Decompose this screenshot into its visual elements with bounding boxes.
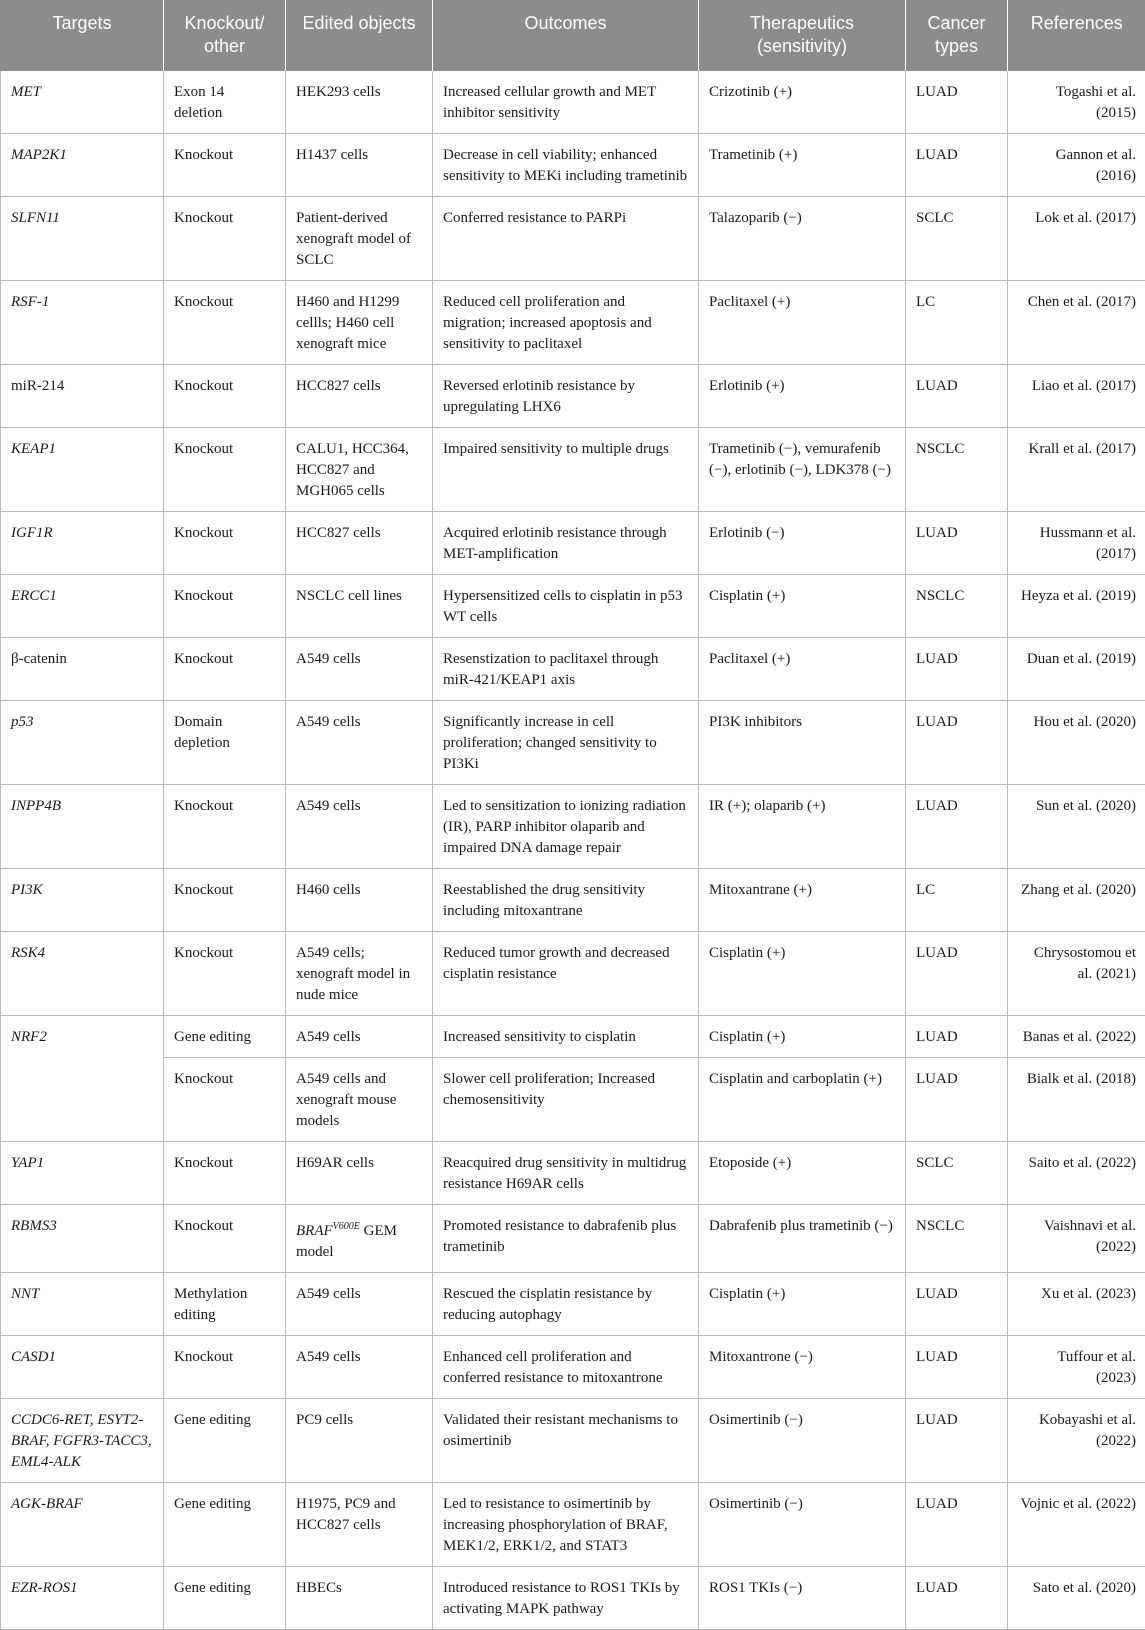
table-row bbox=[1, 575, 1145, 638]
cell-cancer: LUAD bbox=[906, 638, 1008, 701]
header-references: References bbox=[1008, 0, 1145, 71]
cell-outcome: Introduced resistance to ROS1 TKIs by activating MAPK pathway bbox=[433, 1567, 699, 1630]
cell-therapeutics: Etoposide (+) bbox=[699, 1142, 906, 1205]
cell-outcome: Promoted resistance to dabrafenib plus trametinib bbox=[433, 1205, 699, 1273]
cell-therapeutics: Erlotinib (−) bbox=[699, 512, 906, 575]
cell-method: Methylation editing bbox=[164, 1273, 286, 1336]
cell-cancer: LC bbox=[906, 869, 1008, 932]
cell-target: KEAP1 bbox=[1, 428, 164, 512]
cell-objects: H1437 cells bbox=[286, 134, 433, 197]
cell-reference: Vaishnavi et al. (2022) bbox=[1008, 1205, 1145, 1273]
cell-cancer: LUAD bbox=[906, 785, 1008, 869]
table-body bbox=[1, 71, 1145, 1630]
table-row bbox=[1, 932, 1145, 1016]
cell-target: CASD1 bbox=[1, 1336, 164, 1399]
cell-therapeutics: Cisplatin and carboplatin (+) bbox=[699, 1058, 906, 1142]
cell-reference: Chrysostomou et al. (2021) bbox=[1008, 932, 1145, 1016]
cell-therapeutics: Paclitaxel (+) bbox=[699, 638, 906, 701]
cell-cancer: LUAD bbox=[906, 512, 1008, 575]
cell-outcome: Validated their resistant mechanisms to osimertinib bbox=[433, 1399, 699, 1483]
cell-cancer: LUAD bbox=[906, 134, 1008, 197]
cell-method: Knockout bbox=[164, 1336, 286, 1399]
cell-target: RBMS3 bbox=[1, 1205, 164, 1273]
cell-therapeutics: Dabrafenib plus trametinib (−) bbox=[699, 1205, 906, 1273]
model-text: GEM model bbox=[296, 1223, 397, 1260]
cell-method: Gene editing bbox=[164, 1016, 286, 1058]
cell-therapeutics: Erlotinib (+) bbox=[699, 365, 906, 428]
cell-cancer: LUAD bbox=[906, 365, 1008, 428]
table-row bbox=[1, 1399, 1145, 1483]
cell-objects: A549 cells bbox=[286, 1336, 433, 1399]
header-therapeutics: Therapeutics (sensitivity) bbox=[699, 0, 906, 71]
table-row bbox=[1, 1016, 1145, 1058]
cell-method: Knockout bbox=[164, 785, 286, 869]
cell-reference: Hou et al. (2020) bbox=[1008, 701, 1145, 785]
cell-reference: Vojnic et al. (2022) bbox=[1008, 1483, 1145, 1567]
cell-outcome: Hypersensitized cells to cisplatin in p53 WT cells bbox=[433, 575, 699, 638]
cell-cancer: LUAD bbox=[906, 1399, 1008, 1483]
cell-target: IGF1R bbox=[1, 512, 164, 575]
cell-objects: A549 cells and xenograft mouse models bbox=[286, 1058, 433, 1142]
cell-reference: Togashi et al. (2015) bbox=[1008, 71, 1145, 134]
table-row bbox=[1, 71, 1145, 134]
table-row bbox=[1, 785, 1145, 869]
cell-objects: NSCLC cell lines bbox=[286, 575, 433, 638]
cell-reference: Lok et al. (2017) bbox=[1008, 197, 1145, 281]
cell-objects: H69AR cells bbox=[286, 1142, 433, 1205]
mutation-superscript: V600E bbox=[333, 1221, 360, 1232]
cell-objects: H460 cells bbox=[286, 869, 433, 932]
header-cancer-types: Cancer types bbox=[906, 0, 1008, 71]
cell-cancer: NSCLC bbox=[906, 428, 1008, 512]
cell-cancer: NSCLC bbox=[906, 1205, 1008, 1273]
cell-target: p53 bbox=[1, 701, 164, 785]
cell-objects: HCC827 cells bbox=[286, 365, 433, 428]
cell-outcome: Resenstization to paclitaxel through miR-421/KEAP1 axis bbox=[433, 638, 699, 701]
cell-reference: Gannon et al. (2016) bbox=[1008, 134, 1145, 197]
cell-cancer: LUAD bbox=[906, 932, 1008, 1016]
cell-target: miR-214 bbox=[1, 365, 164, 428]
cell-method: Knockout bbox=[164, 197, 286, 281]
table-row bbox=[1, 428, 1145, 512]
cell-objects: Patient-derived xenograft model of SCLC bbox=[286, 197, 433, 281]
cell-therapeutics: ROS1 TKIs (−) bbox=[699, 1567, 906, 1630]
cell-outcome: Reversed erlotinib resistance by upregulating LHX6 bbox=[433, 365, 699, 428]
cell-therapeutics: Cisplatin (+) bbox=[699, 1273, 906, 1336]
header-knockout-other: Knockout/ other bbox=[164, 0, 286, 71]
table-row bbox=[1, 1205, 1145, 1273]
cell-cancer: LUAD bbox=[906, 1567, 1008, 1630]
table-row bbox=[1, 1336, 1145, 1399]
cell-therapeutics: Trametinib (−), vemurafenib (−), erlotinib (−), LDK378 (−) bbox=[699, 428, 906, 512]
cell-target: ERCC1 bbox=[1, 575, 164, 638]
cell-reference: Hussmann et al. (2017) bbox=[1008, 512, 1145, 575]
cell-objects: CALU1, HCC364, HCC827 and MGH065 cells bbox=[286, 428, 433, 512]
cell-target bbox=[1, 1058, 164, 1142]
cell-outcome: Acquired erlotinib resistance through MET-amplification bbox=[433, 512, 699, 575]
cell-target: MET bbox=[1, 71, 164, 134]
table-row bbox=[1, 1142, 1145, 1205]
cell-method: Knockout bbox=[164, 638, 286, 701]
table-header bbox=[1, 0, 1145, 71]
cell-method: Knockout bbox=[164, 1142, 286, 1205]
cell-therapeutics: Cisplatin (+) bbox=[699, 932, 906, 1016]
cell-objects: PC9 cells bbox=[286, 1399, 433, 1483]
cell-method: Domain depletion bbox=[164, 701, 286, 785]
cell-objects: H460 and H1299 cellls; H460 cell xenograft mice bbox=[286, 281, 433, 365]
cell-therapeutics: Cisplatin (+) bbox=[699, 1016, 906, 1058]
cell-reference: Saito et al. (2022) bbox=[1008, 1142, 1145, 1205]
cell-reference: Banas et al. (2022) bbox=[1008, 1016, 1145, 1058]
cell-objects: A549 cells bbox=[286, 701, 433, 785]
cell-target: β-catenin bbox=[1, 638, 164, 701]
cell-reference: Kobayashi et al. (2022) bbox=[1008, 1399, 1145, 1483]
cell-target: RSF-1 bbox=[1, 281, 164, 365]
cell-objects: HCC827 cells bbox=[286, 512, 433, 575]
table-row bbox=[1, 1273, 1145, 1336]
header-targets: Targets bbox=[1, 0, 164, 71]
cell-method: Knockout bbox=[164, 512, 286, 575]
cell-therapeutics: Osimertinib (−) bbox=[699, 1483, 906, 1567]
cell-reference: Liao et al. (2017) bbox=[1008, 365, 1145, 428]
table-row bbox=[1, 365, 1145, 428]
cell-target: YAP1 bbox=[1, 1142, 164, 1205]
cell-objects: A549 cells bbox=[286, 638, 433, 701]
cell-therapeutics: IR (+); olaparib (+) bbox=[699, 785, 906, 869]
cell-cancer: LUAD bbox=[906, 1273, 1008, 1336]
cell-method: Knockout bbox=[164, 575, 286, 638]
cell-reference: Zhang et al. (2020) bbox=[1008, 869, 1145, 932]
cell-therapeutics: Cisplatin (+) bbox=[699, 575, 906, 638]
cell-objects: A549 cells bbox=[286, 785, 433, 869]
cell-cancer: NSCLC bbox=[906, 575, 1008, 638]
table-row bbox=[1, 701, 1145, 785]
cell-reference: Xu et al. (2023) bbox=[1008, 1273, 1145, 1336]
cell-therapeutics: Mitoxantrane (+) bbox=[699, 869, 906, 932]
table-row bbox=[1, 1058, 1145, 1142]
cell-cancer: LUAD bbox=[906, 1058, 1008, 1142]
cell-reference: Sun et al. (2020) bbox=[1008, 785, 1145, 869]
cell-outcome: Significantly increase in cell proliferation; changed sensitivity to PI3Ki bbox=[433, 701, 699, 785]
cell-reference: Bialk et al. (2018) bbox=[1008, 1058, 1145, 1142]
cell-therapeutics: Mitoxantrone (−) bbox=[699, 1336, 906, 1399]
cell-method: Knockout bbox=[164, 365, 286, 428]
cell-objects bbox=[286, 1205, 433, 1273]
cell-outcome: Increased cellular growth and MET inhibitor sensitivity bbox=[433, 71, 699, 134]
cell-cancer: LC bbox=[906, 281, 1008, 365]
gene-name: BRAF bbox=[296, 1223, 333, 1239]
cell-outcome: Reduced tumor growth and decreased cisplatin resistance bbox=[433, 932, 699, 1016]
table-row bbox=[1, 1483, 1145, 1567]
cell-cancer: SCLC bbox=[906, 197, 1008, 281]
cell-target: SLFN11 bbox=[1, 197, 164, 281]
cell-method: Knockout bbox=[164, 281, 286, 365]
cell-objects: HEK293 cells bbox=[286, 71, 433, 134]
cell-therapeutics: Talazoparib (−) bbox=[699, 197, 906, 281]
cell-reference: Krall et al. (2017) bbox=[1008, 428, 1145, 512]
cell-outcome: Reacquired drug sensitivity in multidrug resistance H69AR cells bbox=[433, 1142, 699, 1205]
cell-cancer: LUAD bbox=[906, 701, 1008, 785]
cell-outcome: Rescued the cisplatin resistance by reducing autophagy bbox=[433, 1273, 699, 1336]
table-row bbox=[1, 134, 1145, 197]
cell-therapeutics: Paclitaxel (+) bbox=[699, 281, 906, 365]
cell-target: RSK4 bbox=[1, 932, 164, 1016]
cell-outcome: Increased sensitivity to cisplatin bbox=[433, 1016, 699, 1058]
cell-method: Knockout bbox=[164, 428, 286, 512]
cell-outcome: Led to resistance to osimertinib by increasing phosphorylation of BRAF, MEK1/2, ERK1/2, and STAT3 bbox=[433, 1483, 699, 1567]
cell-objects: HBECs bbox=[286, 1567, 433, 1630]
cell-method: Gene editing bbox=[164, 1567, 286, 1630]
cell-therapeutics: Crizotinib (+) bbox=[699, 71, 906, 134]
cell-therapeutics: Osimertinib (−) bbox=[699, 1399, 906, 1483]
table-row bbox=[1, 281, 1145, 365]
cell-objects: A549 cells bbox=[286, 1273, 433, 1336]
cell-target: MAP2K1 bbox=[1, 134, 164, 197]
cell-therapeutics: Trametinib (+) bbox=[699, 134, 906, 197]
cell-cancer: LUAD bbox=[906, 1483, 1008, 1567]
cell-target: NNT bbox=[1, 1273, 164, 1336]
cell-outcome: Reestablished the drug sensitivity including mitoxantrane bbox=[433, 869, 699, 932]
cell-target: NRF2 bbox=[1, 1016, 164, 1058]
table-row bbox=[1, 197, 1145, 281]
cell-cancer: LUAD bbox=[906, 1016, 1008, 1058]
table-row bbox=[1, 512, 1145, 575]
cell-objects: A549 cells bbox=[286, 1016, 433, 1058]
header-edited-objects: Edited objects bbox=[286, 0, 433, 71]
cell-reference: Heyza et al. (2019) bbox=[1008, 575, 1145, 638]
cell-target: EZR-ROS1 bbox=[1, 1567, 164, 1630]
cell-outcome: Led to sensitization to ionizing radiation (IR), PARP inhibitor olaparib and impaired DNA damage repair bbox=[433, 785, 699, 869]
cell-outcome: Conferred resistance to PARPi bbox=[433, 197, 699, 281]
cell-therapeutics: PI3K inhibitors bbox=[699, 701, 906, 785]
header-outcomes: Outcomes bbox=[433, 0, 699, 71]
cell-objects: A549 cells; xenograft model in nude mice bbox=[286, 932, 433, 1016]
cell-outcome: Slower cell proliferation; Increased chemosensitivity bbox=[433, 1058, 699, 1142]
cell-outcome: Impaired sensitivity to multiple drugs bbox=[433, 428, 699, 512]
table-row bbox=[1, 638, 1145, 701]
cell-method: Knockout bbox=[164, 869, 286, 932]
cell-reference: Sato et al. (2020) bbox=[1008, 1567, 1145, 1630]
cell-cancer: SCLC bbox=[906, 1142, 1008, 1205]
cell-objects: H1975, PC9 and HCC827 cells bbox=[286, 1483, 433, 1567]
cell-cancer: LUAD bbox=[906, 1336, 1008, 1399]
table-row bbox=[1, 1567, 1145, 1630]
cell-reference: Chen et al. (2017) bbox=[1008, 281, 1145, 365]
cell-method: Knockout bbox=[164, 1058, 286, 1142]
cell-target: PI3K bbox=[1, 869, 164, 932]
cell-method: Knockout bbox=[164, 1205, 286, 1273]
cell-reference: Tuffour et al. (2023) bbox=[1008, 1336, 1145, 1399]
table-row bbox=[1, 869, 1145, 932]
cell-outcome: Decrease in cell viability; enhanced sensitivity to MEKi including trametinib bbox=[433, 134, 699, 197]
cell-method: Gene editing bbox=[164, 1399, 286, 1483]
cell-cancer: LUAD bbox=[906, 71, 1008, 134]
cell-target: CCDC6-RET, ESYT2-BRAF, FGFR3-TACC3, EML4-ALK bbox=[1, 1399, 164, 1483]
cell-method: Knockout bbox=[164, 134, 286, 197]
cell-reference: Duan et al. (2019) bbox=[1008, 638, 1145, 701]
cell-method: Gene editing bbox=[164, 1483, 286, 1567]
cell-method: Exon 14 deletion bbox=[164, 71, 286, 134]
cell-target: INPP4B bbox=[1, 785, 164, 869]
cell-target: AGK-BRAF bbox=[1, 1483, 164, 1567]
cell-method: Knockout bbox=[164, 932, 286, 1016]
cell-outcome: Reduced cell proliferation and migration; increased apoptosis and sensitivity to paclitaxel bbox=[433, 281, 699, 365]
cell-outcome: Enhanced cell proliferation and conferred resistance to mitoxantrone bbox=[433, 1336, 699, 1399]
